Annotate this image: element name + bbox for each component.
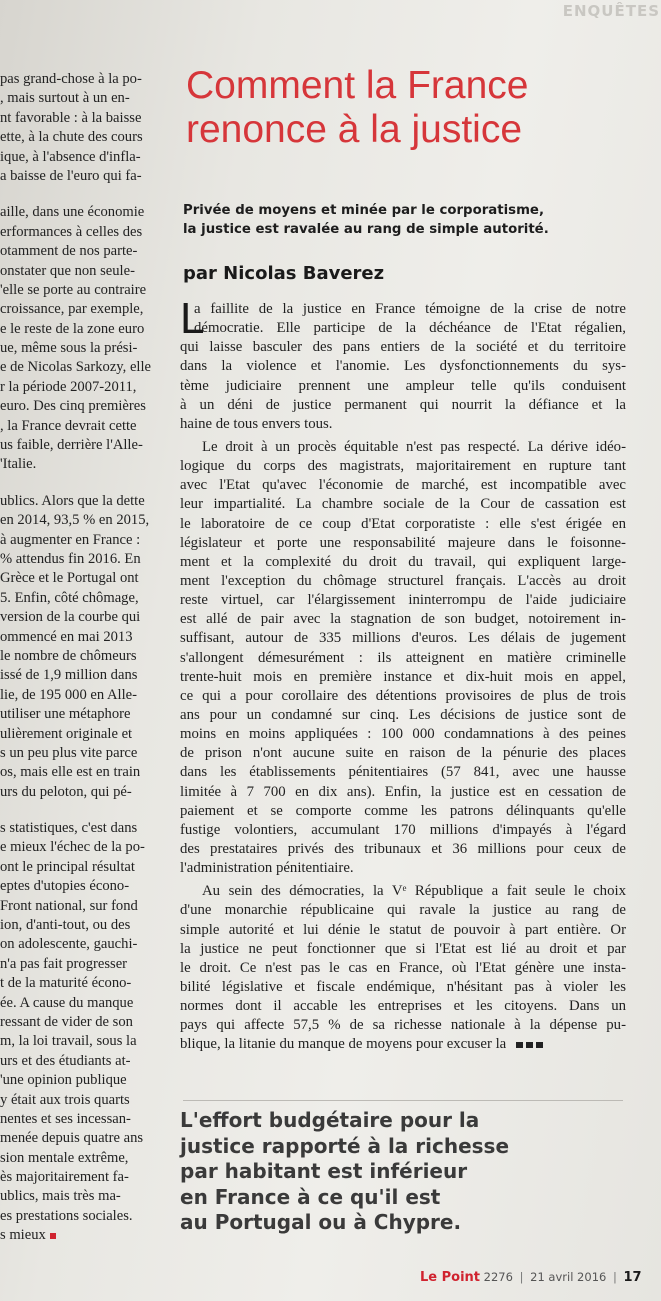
body-line-text: moins en moins appliquées : 100 000 condamnations à des peines	[180, 726, 626, 743]
column-line-text: urs du peloton, qui pé-	[0, 783, 132, 800]
body-line	[180, 668, 626, 687]
body-line-text: logique du corps des magistrats, majoritairement en rupture tant	[180, 458, 626, 475]
continued-marker-square	[526, 1042, 533, 1048]
column-line	[0, 1032, 168, 1051]
column-line	[0, 569, 168, 588]
body-line-text: à un déni de justice permanent qui nourrit la défiance et la	[180, 396, 626, 413]
body-line	[180, 357, 626, 376]
column-line	[0, 1071, 168, 1090]
body-line	[180, 591, 626, 610]
body-line	[180, 438, 626, 457]
article-body	[180, 294, 626, 1054]
column-line-text: a baisse de l'euro qui fa-	[0, 167, 142, 184]
column-line-text: ique, à l'absence d'infla-	[0, 148, 141, 165]
body-line	[180, 1016, 626, 1035]
column-line	[0, 397, 168, 416]
standfirst-line: la justice est ravalée au rang de simple autorité.	[183, 221, 549, 237]
body-line-text: simple autorité et lui dénie le statut de pouvoir à part entière. Or	[180, 921, 626, 938]
pull-quote-line: par habitant est inférieur	[180, 1159, 468, 1183]
title-line: renonce à la justice	[186, 108, 523, 151]
column-line-text: aille, dans une économie	[0, 204, 145, 221]
column-line	[0, 262, 168, 281]
body-line-text: ans pour un condamné sur cinq. Les décisions de justice sont de	[180, 706, 626, 723]
body-line-text: fustige volontiers, accumulant 170 millions d'impayés à l'égard	[180, 821, 626, 838]
column-line	[0, 1207, 168, 1226]
column-line-text: onstater que non seule-	[0, 262, 135, 279]
article-standfirst	[183, 202, 653, 239]
body-line-text: la justice ne peut fonctionner que si l'Etat est lié au droit et par	[180, 940, 626, 957]
column-line	[0, 783, 168, 802]
column-line-text: r la période 2007-2011,	[0, 378, 137, 395]
body-line	[180, 821, 626, 840]
body-line	[180, 338, 626, 357]
column-line	[0, 1110, 168, 1129]
column-line	[0, 358, 168, 377]
column-line-text: pas grand-chose à la po-	[0, 71, 142, 87]
column-line	[0, 705, 168, 724]
body-line	[180, 534, 626, 553]
column-line	[0, 89, 168, 108]
body-line-text: paiement et se comporte comme les patrons délinquants qu'elle	[180, 802, 626, 819]
body-line-text: ment et la complexité du droit du travail, qui expliquent large-	[180, 553, 626, 570]
body-line	[180, 415, 626, 434]
column-line-text: version de la courbe qui	[0, 609, 141, 626]
column-line	[0, 897, 168, 916]
column-line-text: urs et des étudiants at-	[0, 1052, 131, 1069]
body-line	[180, 859, 626, 878]
column-line-text: y était aux trois quarts	[0, 1091, 130, 1108]
body-line	[180, 882, 626, 901]
previous-article-column	[0, 70, 168, 1246]
column-line-text: utiliser une métaphore	[0, 706, 131, 723]
column-line-text: nentes et ses incessan-	[0, 1110, 131, 1127]
column-line	[0, 1052, 168, 1071]
end-mark-icon	[50, 1233, 56, 1239]
body-line-text: pays qui affecte 57,5 % de sa richesse nationale à la dépense pu-	[180, 1017, 626, 1034]
footer-separator: |	[612, 1270, 617, 1284]
body-line	[180, 610, 626, 629]
column-line	[0, 109, 168, 128]
paragraph-gap	[0, 475, 168, 492]
body-line-text: limitée à 7 700 en dix ans). Enfin, la justice est en cessation de	[180, 783, 626, 800]
column-line	[0, 242, 168, 261]
body-line	[180, 763, 626, 782]
column-line-text: on adolescente, gauchi-	[0, 936, 138, 953]
column-line-text: t de la maturité écono-	[0, 975, 132, 992]
column-line	[0, 838, 168, 857]
body-line	[180, 706, 626, 725]
column-line-text: % attendus fin 2016. En	[0, 550, 141, 567]
body-line-text: suffisant, autour de 335 millions d'euros. Les délais de jugement	[180, 630, 626, 647]
author-byline: par Nicolas Baverez	[183, 263, 385, 284]
body-line-text: trente-huit mois en première instance et dix-huit mois en appel,	[180, 668, 626, 685]
body-line	[180, 396, 626, 415]
column-line	[0, 935, 168, 954]
column-line-text: issé de 1,9 million dans	[0, 667, 138, 684]
column-line	[0, 531, 168, 550]
column-line	[0, 877, 168, 896]
column-line-text: , mais surtout à un en-	[0, 90, 130, 107]
body-line	[180, 687, 626, 706]
body-line-text: Au sein des démocraties, la Vᵉ République a fait seule le choix	[202, 883, 626, 900]
body-line-text: a faillite de la justice en France témoigne de la crise de notre	[194, 301, 626, 317]
column-line-text: ublics. Alors que la dette	[0, 492, 145, 509]
body-line	[180, 319, 626, 338]
body-line-text: d'une monarchie républicaine qui ravale la justice au rang de	[180, 902, 626, 919]
column-line	[0, 417, 168, 436]
body-line-text: l'administration pénitentiaire.	[180, 860, 354, 877]
magazine-logo: Le Point	[420, 1270, 481, 1285]
body-line-text: haine de tous envers tous.	[180, 415, 333, 432]
body-line	[180, 649, 626, 668]
body-line	[180, 476, 626, 495]
body-line	[180, 553, 626, 572]
body-line-text: bilité législative et fiscale endémique, n'hésitant pas à violer les	[180, 978, 626, 995]
pull-quote-rule	[183, 1100, 623, 1101]
page-number: 17	[623, 1270, 642, 1285]
column-line	[0, 320, 168, 339]
column-line-text: Front national, sur fond	[0, 897, 138, 914]
body-line	[180, 300, 626, 319]
column-line	[0, 281, 168, 300]
column-line-text: eptes d'utopies écono-	[0, 878, 130, 895]
drop-cap: L	[180, 294, 205, 343]
body-line-text: reste virtuel, car l'élargissement ininterrompu de l'aide judiciaire	[180, 592, 626, 609]
column-line-text: sion mentale extrême,	[0, 1149, 129, 1166]
column-line-text: s statistiques, c'est dans	[0, 820, 138, 837]
column-line	[0, 223, 168, 242]
column-line-text: 'elle se porte au contraire	[0, 281, 147, 298]
column-line-text: e de Nicolas Sarkozy, elle	[0, 359, 152, 376]
column-line	[0, 628, 168, 647]
column-line	[0, 492, 168, 511]
title-line: Comment la France	[186, 64, 529, 107]
column-line	[0, 763, 168, 782]
pull-quote-line: L'effort budgétaire pour la	[180, 1108, 480, 1132]
column-line-text: ressant de vider de son	[0, 1013, 133, 1030]
column-line	[0, 70, 168, 89]
column-line-text: ulièrement originale et	[0, 725, 133, 742]
body-line	[180, 457, 626, 476]
column-line	[0, 339, 168, 358]
column-line-text: Grèce et le Portugal ont	[0, 570, 139, 587]
body-line	[180, 901, 626, 920]
column-line	[0, 1226, 168, 1245]
column-line-text: ée. A cause du manque	[0, 994, 134, 1011]
body-line-text: le laboratoire de ce coup d'Etat corporatiste : elle s'est érigée en	[180, 515, 626, 532]
column-line	[0, 647, 168, 666]
body-line-text: leur impartialité. La chambre sociale de la Cour de cassation est	[180, 496, 626, 513]
column-line-text: le nombre de chômeurs	[0, 647, 137, 664]
paragraph-gap	[0, 802, 168, 819]
body-line	[180, 495, 626, 514]
column-line-text: e le reste de la zone euro	[0, 320, 145, 337]
body-line-text: dans la violence et l'anomie. Les dysfonctionnements du sys-	[180, 358, 626, 375]
body-line	[180, 959, 626, 978]
column-line	[0, 955, 168, 974]
column-line	[0, 744, 168, 763]
body-line-text: s'allongent démesurément : ils atteignent en matière criminelle	[180, 649, 626, 666]
body-line-text: de prison n'ont aucune suite en raison de la pénurie des places	[180, 745, 626, 762]
body-line-text: ce qui a pour corollaire des détentions provisoires de plus de trois	[180, 687, 626, 704]
column-line	[0, 203, 168, 222]
body-line	[180, 802, 626, 821]
standfirst-line: Privée de moyens et minée par le corporatisme,	[183, 203, 544, 218]
column-line	[0, 666, 168, 685]
column-line-text: ont le principal résultat	[0, 858, 135, 875]
column-line	[0, 1013, 168, 1032]
body-line-text: blique, la litanie du manque de moyens pour excuser la	[180, 1036, 507, 1053]
pull-quote-line: justice rapporté à la richesse	[180, 1133, 510, 1158]
body-line	[180, 978, 626, 997]
footer-separator: |	[519, 1270, 524, 1284]
column-line	[0, 436, 168, 455]
body-line	[180, 940, 626, 959]
column-line-text: ès majoritairement fa-	[0, 1169, 129, 1186]
column-line	[0, 1129, 168, 1148]
pull-quote-line: au Portugal ou à Chypre.	[180, 1210, 462, 1234]
column-line-text: otamment de nos parte-	[0, 243, 138, 260]
column-line-text: us faible, derrière l'Alle-	[0, 437, 143, 454]
column-line	[0, 1091, 168, 1110]
column-line-text: ommencé en mai 2013	[0, 628, 133, 645]
column-line-text: erformances à celles des	[0, 223, 143, 240]
body-line-text: normes dont il accable les entreprises et les citoyens. Dans un	[180, 998, 626, 1015]
body-line-text: des prestataires privés des tribunaux et 36 millions pour ceux de	[180, 840, 626, 857]
body-line	[180, 783, 626, 802]
column-line-text: ette, à la chute des cours	[0, 129, 143, 146]
column-line-text: ion, d'anti-tout, ou des	[0, 917, 131, 934]
column-line-text: 'Italie.	[0, 456, 37, 473]
body-line	[180, 997, 626, 1016]
pull-quote-line: en France à ce qu'il est	[180, 1184, 441, 1209]
column-line	[0, 974, 168, 993]
column-line	[0, 128, 168, 147]
column-line	[0, 378, 168, 397]
body-line	[180, 629, 626, 648]
body-line-text: le droit. Ce n'est pas le cas en France, où l'Etat génère une insta-	[180, 959, 626, 976]
column-line	[0, 148, 168, 167]
column-line-text: 5. Enfin, côté chômage,	[0, 589, 139, 606]
issue-number: 2276	[483, 1270, 513, 1284]
body-line	[180, 921, 626, 940]
column-line-text: es prestations sociales.	[0, 1207, 133, 1224]
column-line	[0, 916, 168, 935]
body-line-text: démocratie. Elle participe de la déchéance de l'Etat régalien,	[194, 320, 626, 337]
column-line	[0, 608, 168, 627]
column-line-text: ublics, mais très ma-	[0, 1188, 121, 1205]
column-line	[0, 994, 168, 1013]
body-line	[180, 515, 626, 534]
column-line-text: lie, de 195 000 en Alle-	[0, 686, 137, 703]
body-line-text: tème judiciaire prennent une ampleur telle qu'ils conduisent	[180, 377, 626, 394]
column-line	[0, 550, 168, 569]
paragraph-gap	[0, 186, 168, 203]
column-line-text: à augmenter en France :	[0, 531, 141, 548]
column-line-text: croissance, par exemple,	[0, 301, 144, 318]
body-line-text: dans les établissements pénitentiaires (57 841, avec une hausse	[180, 764, 626, 781]
column-line-text: e mieux l'échec de la po-	[0, 839, 145, 856]
body-line	[180, 725, 626, 744]
column-line-text: s mieux	[0, 1227, 46, 1244]
column-line-text: n'a pas fait progresser	[0, 955, 128, 972]
body-line	[180, 1035, 626, 1054]
column-line-text: en 2014, 93,5 % en 2015,	[0, 512, 150, 529]
body-line	[180, 840, 626, 859]
article-title	[186, 64, 651, 152]
column-line	[0, 167, 168, 186]
column-line	[0, 725, 168, 744]
column-line-text: menée depuis quatre ans	[0, 1130, 144, 1147]
body-line-text: est allé de pair avec la stagnation de son budget, notoirement in-	[180, 611, 626, 628]
body-line	[180, 377, 626, 396]
column-line-text: m, la loi travail, sous la	[0, 1033, 137, 1050]
body-line-text: législateur et porte une responsabilité majeure dans le foisonne-	[180, 534, 626, 551]
column-line	[0, 686, 168, 705]
column-line	[0, 300, 168, 319]
column-line-text: s un peu plus vite parce	[0, 744, 138, 761]
body-line	[180, 744, 626, 763]
column-line	[0, 1168, 168, 1187]
column-line	[0, 858, 168, 877]
continued-marker-square	[536, 1042, 543, 1048]
pull-quote	[180, 1108, 650, 1236]
body-line-text: avec l'Etat qu'avec l'économie de marché, est incompatible avec	[180, 477, 626, 494]
continued-marker-square	[516, 1042, 523, 1048]
body-line-text: Le droit à un procès équitable n'est pas respecté. La dérive idéo-	[202, 438, 626, 455]
column-line-text: 'une opinion publique	[0, 1072, 127, 1089]
column-line	[0, 1187, 168, 1206]
column-line-text: , la France devrait cette	[0, 417, 137, 434]
issue-date: 21 avril 2016	[530, 1270, 607, 1284]
column-line-text: nt favorable : à la baisse	[0, 109, 142, 126]
column-line	[0, 589, 168, 608]
column-line	[0, 511, 168, 530]
column-line-text: os, mais elle est en train	[0, 764, 141, 781]
column-line	[0, 819, 168, 838]
page-footer	[420, 1270, 655, 1290]
column-line	[0, 1149, 168, 1168]
continued-marker-icon	[516, 1035, 543, 1054]
body-line-text: qui laisse basculer des pans entiers de la société et du territoire	[180, 339, 626, 356]
body-line	[180, 572, 626, 591]
column-line	[0, 455, 168, 474]
column-line-text: ue, même sous la prési-	[0, 340, 138, 357]
body-line-text: ment l'exception du chômage structurel français. L'accès au droit	[180, 572, 626, 589]
column-line-text: euro. Des cinq premières	[0, 398, 146, 415]
section-kicker: ENQUÊTES	[562, 2, 660, 20]
